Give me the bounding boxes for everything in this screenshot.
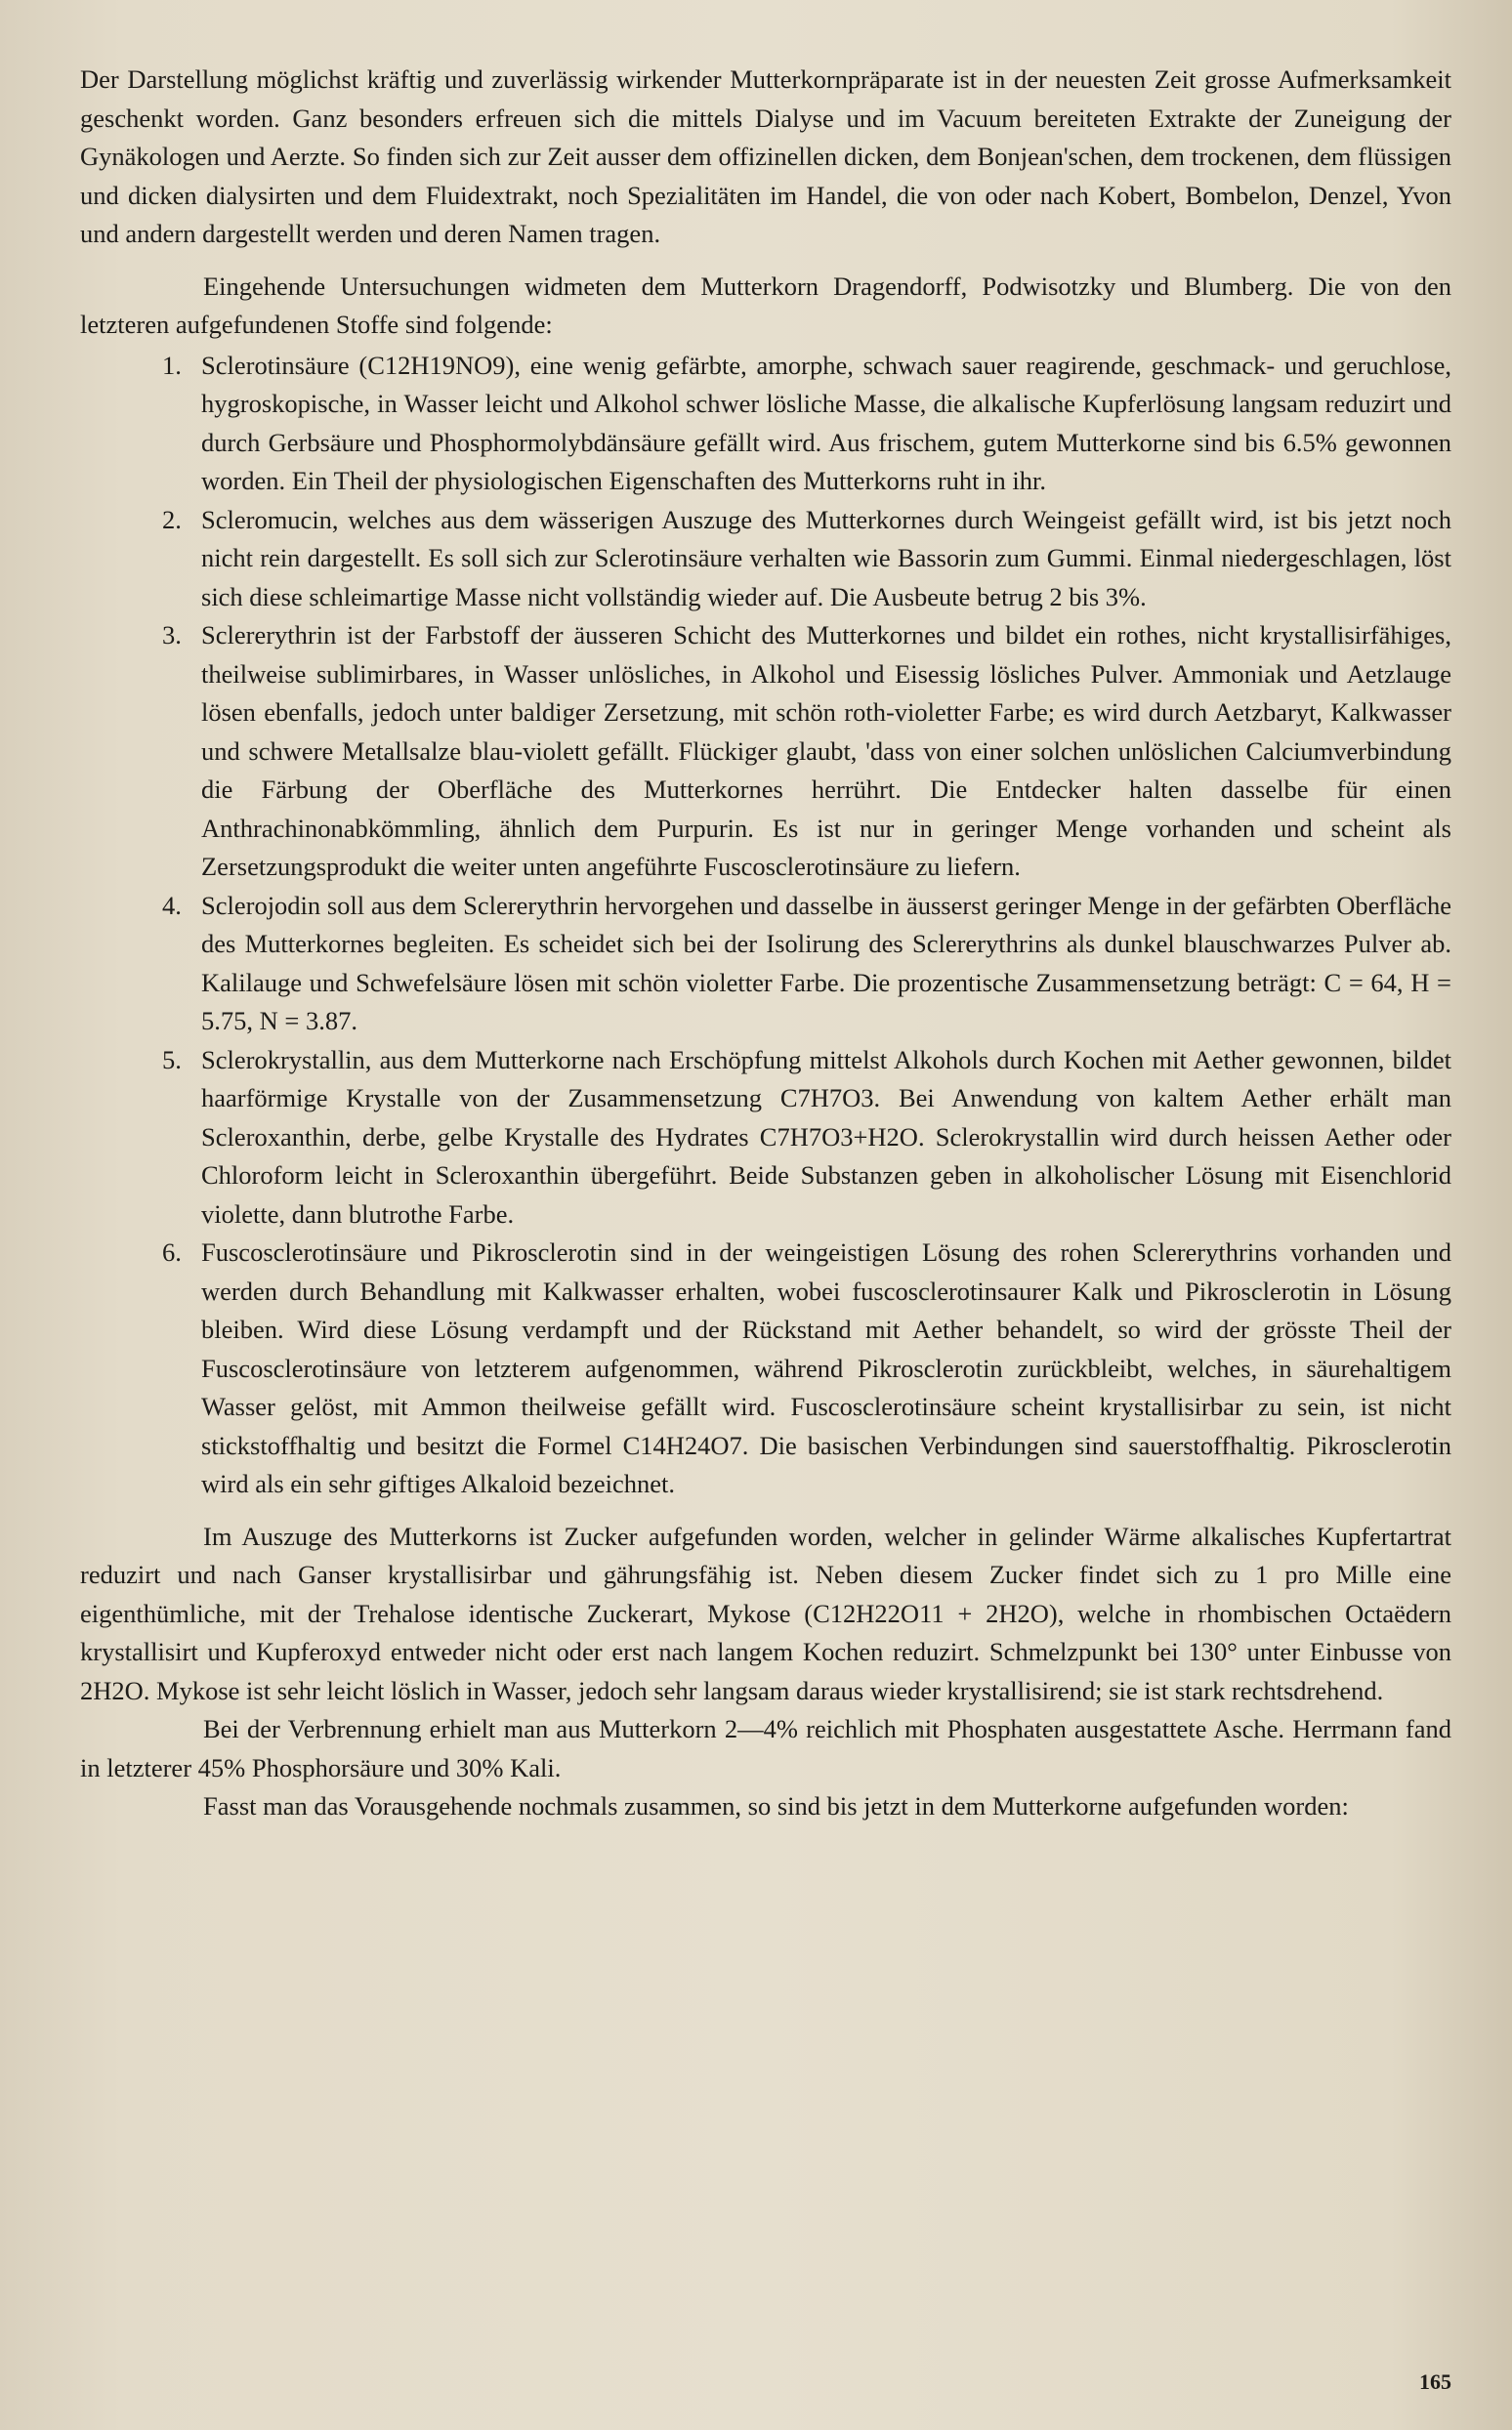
list-item [80,501,1451,617]
list-item-number: 3. [162,620,182,649]
list-item-number: 4. [162,890,182,920]
page-number: 165 [1419,2369,1451,2394]
list-item-number: 2. [162,504,182,534]
list-item [80,1234,1451,1504]
list-item-text: Sclererythrin ist der Farbstoff der äusseren Schicht des Mutterkornes und bildet ein rothes, nicht krystallisirfähiges, theilweise sublimirbares, in Wasser unlösliches, in Alkohol und Eisessig lösliches Pulver. Ammoniak und Aetzlauge lösen ebenfalls, jedoch unter baldiger Zersetzung, mit schön roth-violetter Farbe; es wird durch Aetzbaryt, Kalkwasser und schwere Metallsalze blau-violett gefällt. Flückiger glaubt, 'dass von einer solchen unlöslichen Calciumverbindung die Färbung der Oberfläche des Mutterkornes herrührt. Die Entdecker halten dasselbe für einen Anthrachinonabkömmling, ähnlich dem Purpurin. Es ist nur in geringer Menge vorhanden und scheint als Zersetzungsprodukt die weiter unten angeführte Fuscosclerotinsäure zu liefern. [201,620,1451,881]
list-item [80,1041,1451,1235]
list-item [80,887,1451,1041]
list-item [80,616,1451,887]
paragraph-investigations: Eingehende Untersuchungen widmeten dem Mutterkorn Dragendorff, Podwisotzky und Blumberg. Die von den letzteren aufgefundenen Stoffe sind folgende: [80,271,1451,339]
substances-list [80,347,1451,1504]
list-item-number: 1. [162,350,182,380]
paragraph-sugar: Im Auszuge des Mutterkorns ist Zucker aufgefunden worden, welcher in gelinder Wärme alkalisches Kupfertartrat reduzirt und nach Ganser krystallisirbar und gährungsfähig ist. Neben diesem Zucker findet sich zu 1 pro Mille eine eigenthümliche, mit der Trehalose identische Zuckerart, Mykose (C12H22O11 + 2H2O), welche in rhombischen Octaëdern krystallisirt und Kupferoxyd entweder nicht oder erst nach langem Kochen reduzirt. Schmelzpunkt bei 130° unter Einbusse von 2H2O. Mykose ist sehr leicht löslich in Wasser, jedoch sehr langsam daraus wieder krystallisirend; sie ist stark rechtsdrehend. [80,1521,1451,1705]
list-item-number: 5. [162,1044,182,1074]
list-item-text: Sclerokrystallin, aus dem Mutterkorne nach Erschöpfung mittelst Alkohols durch Kochen mit Aether gewonnen, bildet haarförmige Krystalle von der Zusammensetzung C7H7O3. Bei Anwendung von kaltem Aether erhält man Scleroxanthin, derbe, gelbe Krystalle des Hydrates C7H7O3+H2O. Sclerokrystallin wird durch heissen Aether oder Chloroform leicht in Scleroxanthin übergeführt. Beide Substanzen geben in alkoholischer Lösung mit Eisenchlorid violette, dann blutrothe Farbe. [201,1044,1451,1229]
paragraph-summary: Fasst man das Vorausgehende nochmals zusammen, so sind bis jetzt in dem Mutterkorne aufgefunden worden: [203,1791,1349,1821]
list-item-number: 6. [162,1237,182,1267]
list-item [80,347,1451,501]
list-item-text: Scleromucin, welches aus dem wässerigen Auszuge des Mutterkornes durch Weingeist gefällt wird, ist bis jetzt noch nicht rein dargestellt. Es soll sich zur Sclerotinsäure verhalten wie Bassorin zum Gummi. Einmal niedergeschlagen, löst sich diese schleimartige Masse nicht vollständig wieder auf. Die Ausbeute betrug 2 bis 3%. [201,504,1451,611]
list-item-text: Fuscosclerotinsäure und Pikrosclerotin sind in der weingeistigen Lösung des rohen Sclererythrins vorhanden und werden durch Behandlung mit Kalkwasser erhalten, wobei fuscosclerotinsaurer Kalk und Pikrosclerotin in Lösung bleiben. Wird diese Lösung verdampft und der Rückstand mit Aether behandelt, so wird der grösste Theil der Fuscosclerotinsäure von letzterem aufgenommen, während Pikrosclerotin zurückbleibt, welches, in säurehaltigem Wasser gelöst, mit Ammon theilweise gefällt wird. Fuscosclerotinsäure scheint krystallisirbar zu sein, ist nicht stickstoffhaltig und besitzt die Formel C14H24O7. Die basischen Verbindungen sind sauerstoffhaltig. Pikrosclerotin wird als ein sehr giftiges Alkaloid bezeichnet. [201,1237,1451,1498]
paragraph-ash: Bei der Verbrennung erhielt man aus Mutterkorn 2—4% reichlich mit Phosphaten ausgestattete Asche. Herrmann fand in letzterer 45% Phosphorsäure und 30% Kali. [80,1714,1451,1782]
list-item-text: Sclerojodin soll aus dem Sclererythrin hervorgehen und dasselbe in äusserst geringer Menge in der gefärbten Oberfläche des Mutterkornes begleiten. Es scheidet sich bei der Isolirung des Sclererythrins als dunkel blauschwarzes Pulver ab. Kalilauge und Schwefelsäure lösen mit schön violetter Farbe. Die prozentische Zusammensetzung beträgt: C = 64, H = 5.75, N = 3.87. [201,890,1451,1035]
list-item-text: Sclerotinsäure (C12H19NO9), eine wenig gefärbte, amorphe, schwach sauer reagirende, geschmack- und geruchlose, hygroskopische, in Wasser leicht und Alkohol schwer lösliche Masse, die alkalische Kupferlösung langsam reduzirt und durch Gerbsäure und Phosphormolybdänsäure gefällt wird. Aus frischem, gutem Mutterkorne sind bis 6.5% gewonnen worden. Ein Theil der physiologischen Eigenschaften des Mutterkorns ruht in ihr. [201,350,1451,495]
paragraph-intro: Der Darstellung möglichst kräftig und zuverlässig wirkender Mutterkornpräparate ist in der neuesten Zeit grosse Aufmerksamkeit geschenkt worden. Ganz besonders erfreuen sich die mittels Dialyse und im Vacuum bereiteten Extrakte der Zuneigung der Gynäkologen und Aerzte. So finden sich zur Zeit ausser dem offizinellen dicken, dem Bonjean'schen, dem trockenen, dem flüssigen und dicken dialysirten und dem Fluidextrakt, noch Spezialitäten im Handel, die von oder nach Kobert, Bombelon, Denzel, Yvon und andern dargestellt werden und deren Namen tragen. [80,64,1451,248]
